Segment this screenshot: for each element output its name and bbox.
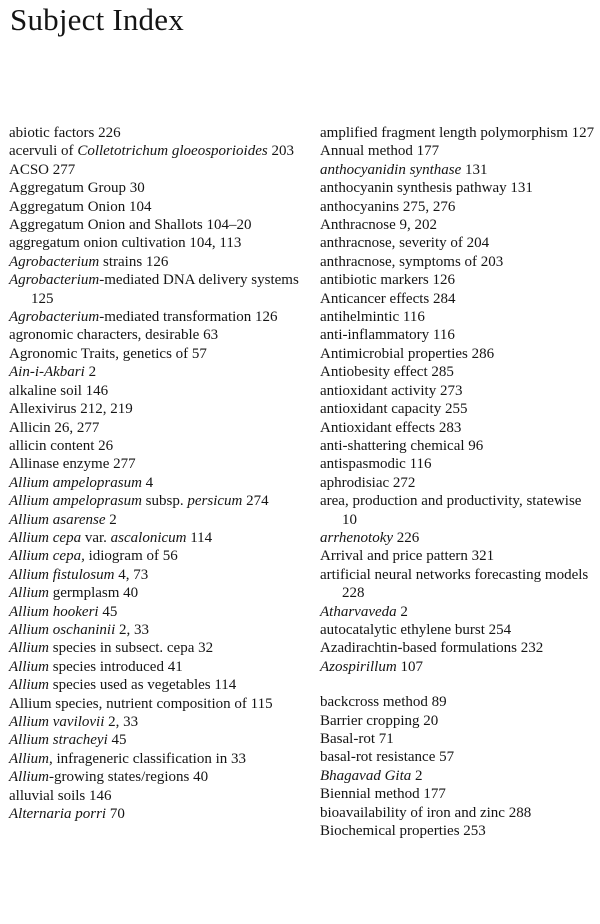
index-entry: autocatalytic ethylene burst 254 <box>320 621 512 638</box>
index-entry: Allium fistulosum 4, 73 <box>9 566 149 583</box>
index-entry: Azadirachtin-based formulations 232 <box>320 640 544 657</box>
index-entry: antioxidant capacity 255 <box>320 401 468 418</box>
index-entry: Arrival and price pattern 321 <box>320 548 495 565</box>
index-entry: Allium-growing states/regions 40 <box>9 769 209 786</box>
index-entry: Allium hookeri 45 <box>9 603 118 620</box>
index-entry: alkaline soil 146 <box>9 382 109 399</box>
index-entry: alluvial soils 146 <box>9 787 112 804</box>
index-entry: bioavailability of iron and zinc 288 <box>320 804 532 821</box>
index-entry: Agronomic Traits, genetics of 57 <box>9 345 207 362</box>
index-entry: Antimicrobial properties 286 <box>320 345 495 362</box>
index-entry: Allium vavilovii 2, 33 <box>9 714 139 730</box>
index-entry: Allinase enzyme 277 <box>9 456 136 473</box>
index-entry: Alternaria porri 70 <box>9 806 125 823</box>
index-entry: Allium stracheyi 45 <box>9 732 127 749</box>
index-entry: anti-shattering chemical 96 <box>320 437 484 454</box>
index-entry: Basal-rot 71 <box>320 731 394 747</box>
index-entry: agronomic characters, desirable 63 <box>9 327 219 344</box>
index-entry: Agrobacterium-mediated transformation 126 <box>9 309 278 326</box>
index-entry: Allium, infrageneric classification in 33 <box>9 750 247 767</box>
index-entry: Allium species introduced 41 <box>9 658 183 675</box>
index-section-gap <box>320 676 598 693</box>
index-column-left <box>9 124 304 823</box>
index-entry: artificial neural networks forecasting models 228 <box>320 566 589 602</box>
index-entry: Ain-i-Akbari 2 <box>9 364 97 381</box>
index-entry: Allium species in subsect. cepa 32 <box>9 640 214 657</box>
index-entry: abiotic factors 226 <box>9 125 121 141</box>
page-title: Subject Index <box>10 2 184 37</box>
index-entry: Aggregatum Onion and Shallots 104–20 <box>9 217 252 234</box>
index-entry: Allium oschaninii 2, 33 <box>9 621 149 638</box>
index-entry: acervuli of Colletotrichum gloeosporioides 203 <box>9 143 294 160</box>
index-entry: Azospirillum 107 <box>320 658 423 675</box>
index-entry: Aggregatum Group 30 <box>9 180 145 197</box>
index-entry: Barrier cropping 20 <box>320 712 439 729</box>
index-entry: Allium asarense 2 <box>9 511 117 528</box>
index-entry: Allium species used as vegetables 114 <box>9 677 237 694</box>
index-entry: anthracnose, severity of 204 <box>320 235 490 252</box>
index-entry: Allium germplasm 40 <box>9 585 139 602</box>
index-column-right <box>320 124 598 840</box>
index-entry: backcross method 89 <box>320 694 447 711</box>
index-entry: anthocyanins 275, 276 <box>320 198 456 215</box>
index-entry: aphrodisiac 272 <box>320 474 416 491</box>
index-entry: Allexivirus 212, 219 <box>9 401 133 418</box>
index-entry: anthocyanidin synthase 131 <box>320 161 488 178</box>
index-entry: aggregatum onion cultivation 104, 113 <box>9 235 242 252</box>
index-entry: Antiobesity effect 285 <box>320 364 454 381</box>
index-entry: Antioxidant effects 283 <box>320 419 462 436</box>
index-entry: Anticancer effects 284 <box>320 290 456 307</box>
index-entry: anthocyanin synthesis pathway 131 <box>320 180 533 197</box>
index-entry: anti-inflammatory 116 <box>320 327 455 344</box>
index-entry: anthracnose, symptoms of 203 <box>320 253 504 270</box>
index-entry: Agrobacterium-mediated DNA delivery systems 125 <box>9 272 299 307</box>
index-entry: antihelmintic 116 <box>320 309 425 326</box>
index-entry: Allium ampeloprasum 4 <box>9 474 154 491</box>
index-entry: arrhenotoky 226 <box>320 529 420 546</box>
index-entry: Biennial method 177 <box>320 786 446 803</box>
index-entry: Allium cepa var. ascalonicum 114 <box>9 529 213 546</box>
index-entry: Allium ampeloprasum subsp. persicum 274 <box>9 493 269 510</box>
index-entry: basal-rot resistance 57 <box>320 749 455 766</box>
index-entry: Aggregatum Onion 104 <box>9 198 152 215</box>
index-entry: allicin content 26 <box>9 437 114 454</box>
index-entry: Bhagavad Gita 2 <box>320 767 423 784</box>
index-entry: Allicin 26, 277 <box>9 419 100 436</box>
index-entry: Biochemical properties 253 <box>320 823 486 840</box>
index-entry: antispasmodic 116 <box>320 456 432 473</box>
index-entry: antibiotic markers 126 <box>320 272 455 289</box>
index-entry: Atharvaveda 2 <box>320 603 408 620</box>
index-entry: amplified fragment length polymorphism 127 <box>320 125 595 141</box>
index-entry: Annual method 177 <box>320 143 440 160</box>
index-entry: Agrobacterium strains 126 <box>9 253 169 270</box>
index-entry: Allium cepa, idiogram of 56 <box>9 548 178 565</box>
index-entry: Allium species, nutrient composition of 115 <box>9 695 273 712</box>
index-entry: Anthracnose 9, 202 <box>320 217 438 234</box>
index-entry: ACSO 277 <box>9 161 76 178</box>
index-entry: antioxidant activity 273 <box>320 382 463 399</box>
index-entry: area, production and productivity, statewise 10 <box>320 493 582 528</box>
